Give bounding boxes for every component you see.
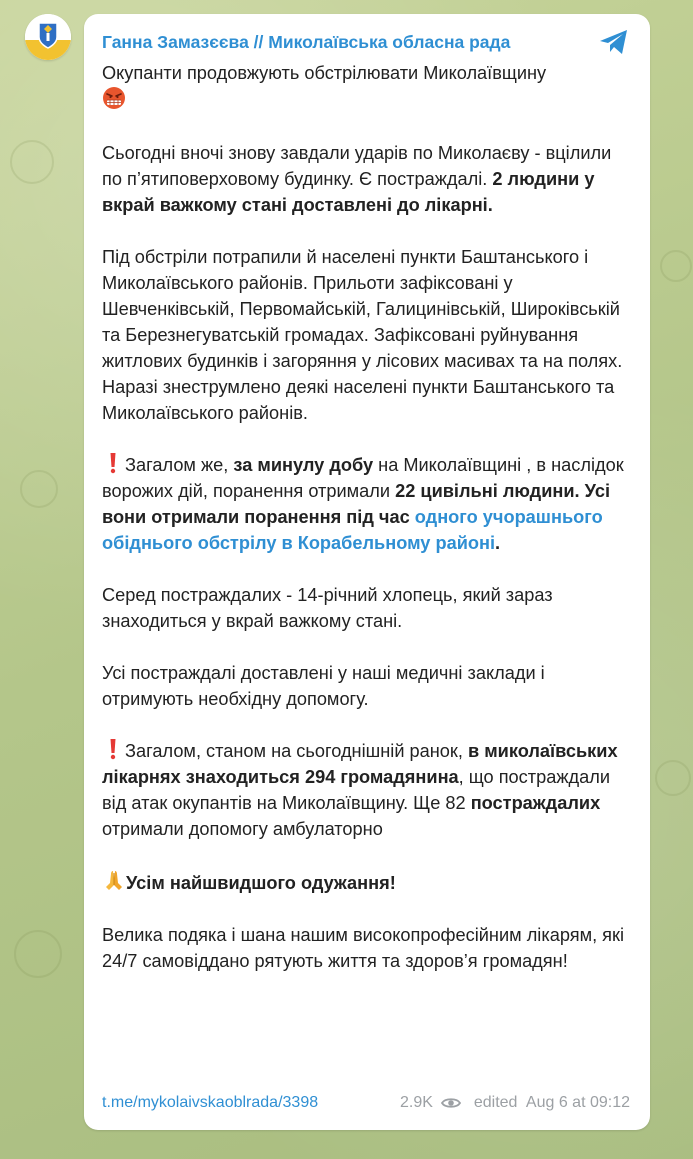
folded-hands-emoji bbox=[102, 868, 126, 892]
wallpaper-pattern bbox=[655, 760, 691, 796]
red-exclamation-emoji bbox=[106, 738, 120, 760]
channel-avatar[interactable] bbox=[25, 14, 71, 60]
telegram-plane-icon[interactable] bbox=[598, 28, 630, 56]
message-meta bbox=[400, 1094, 630, 1112]
paragraph-2: Під обстріли потрапили й населені пункти Баштанського і Миколаївського районів. Прильоти зафіксовані у Шевченківській, Первомайській, Галицинівській, Широківській та Березнегуватській громадах. Зафіксовані руйнування житлових будинків і загоряння у лісових масивах та на полях. Наразі знеструмлено деякі населені пункти Баштанського та Миколаївського районів. bbox=[102, 247, 623, 423]
edited-label: edited bbox=[473, 1094, 518, 1111]
post-permalink[interactable]: t.me/mykolaivskaoblrada/3398 bbox=[102, 1094, 319, 1111]
wallpaper-pattern bbox=[10, 140, 54, 184]
p6-bold-1: в миколаївських лікарнях знаходиться 294 громадянина bbox=[102, 741, 618, 787]
p3-text-2: на Миколаївщині , в наслідок ворожих дій, поранення отримали bbox=[102, 455, 624, 501]
paragraph-8: Велика подяка і шана нашим високопрофесійним лікарям, які 24/7 самовіддано рятують життя та здоров’я громадян! bbox=[102, 925, 625, 971]
paragraph-1 bbox=[102, 140, 630, 218]
p1-text: Сьогодні вночі знову завдали ударів по Миколаєву - вцілили по п’ятиповерховому будинку. Є постраждалі. bbox=[102, 143, 612, 189]
paragraph-3 bbox=[102, 452, 630, 556]
paragraph-7 bbox=[102, 868, 630, 896]
korabelnyi-district-link[interactable]: одного учорашнього обіднього обстрілу в Корабельному районі bbox=[102, 507, 603, 553]
p3-bold-3: . bbox=[495, 533, 501, 553]
paragraph-6 bbox=[102, 738, 630, 842]
channel-name-link[interactable]: Ганна Замазєєва // Миколаївська обласна рада bbox=[102, 32, 511, 52]
p3-text-1: Загалом же, bbox=[120, 455, 234, 475]
p3-bold-2: 22 цивільні людини. Усі вони отримали поранення під час bbox=[102, 481, 610, 527]
p3-bold-1: за минулу добу bbox=[233, 455, 374, 475]
message-title-paragraph bbox=[102, 60, 630, 114]
coat-of-arms-logo bbox=[25, 14, 71, 60]
message-header bbox=[102, 28, 630, 60]
view-count: 2.9K bbox=[400, 1094, 433, 1111]
paragraph-5: Усі постраждалі доставлені у наші медичні заклади і отримують необхідну допомогу. bbox=[102, 663, 545, 709]
message-date: Aug 6 at 09:12 bbox=[525, 1094, 630, 1111]
p7-bold: Усім найшвидшого одужання! bbox=[126, 873, 396, 893]
message-footer bbox=[102, 1094, 630, 1116]
wallpaper-pattern bbox=[14, 930, 62, 978]
angry-face-emoji bbox=[102, 86, 126, 110]
message-text bbox=[102, 60, 630, 974]
eye-icon bbox=[441, 1096, 461, 1110]
paragraph-4: Серед постраждалих - 14-річний хлопець, який зараз знаходиться у вкрай важкому стані. bbox=[102, 585, 553, 631]
p6-text-3: отримали допомогу амбулаторно bbox=[102, 819, 383, 839]
p6-text-2: , що постраждали від атак окупантів на Миколаївщину. Ще 82 bbox=[102, 767, 610, 813]
red-exclamation-emoji bbox=[106, 452, 120, 474]
message-card bbox=[84, 14, 650, 1130]
p1-bold: 2 людини у вкрай важкому стані доставлені до лікарні. bbox=[102, 169, 595, 215]
wallpaper-pattern bbox=[660, 250, 692, 282]
wallpaper-pattern bbox=[20, 470, 58, 508]
p6-bold-2: постраждалих bbox=[470, 793, 601, 813]
message-title: Окупанти продовжують обстрілювати Миколаївщину bbox=[102, 63, 547, 83]
p6-text-1: Загалом, станом на сьогоднішній ранок, bbox=[120, 741, 468, 761]
